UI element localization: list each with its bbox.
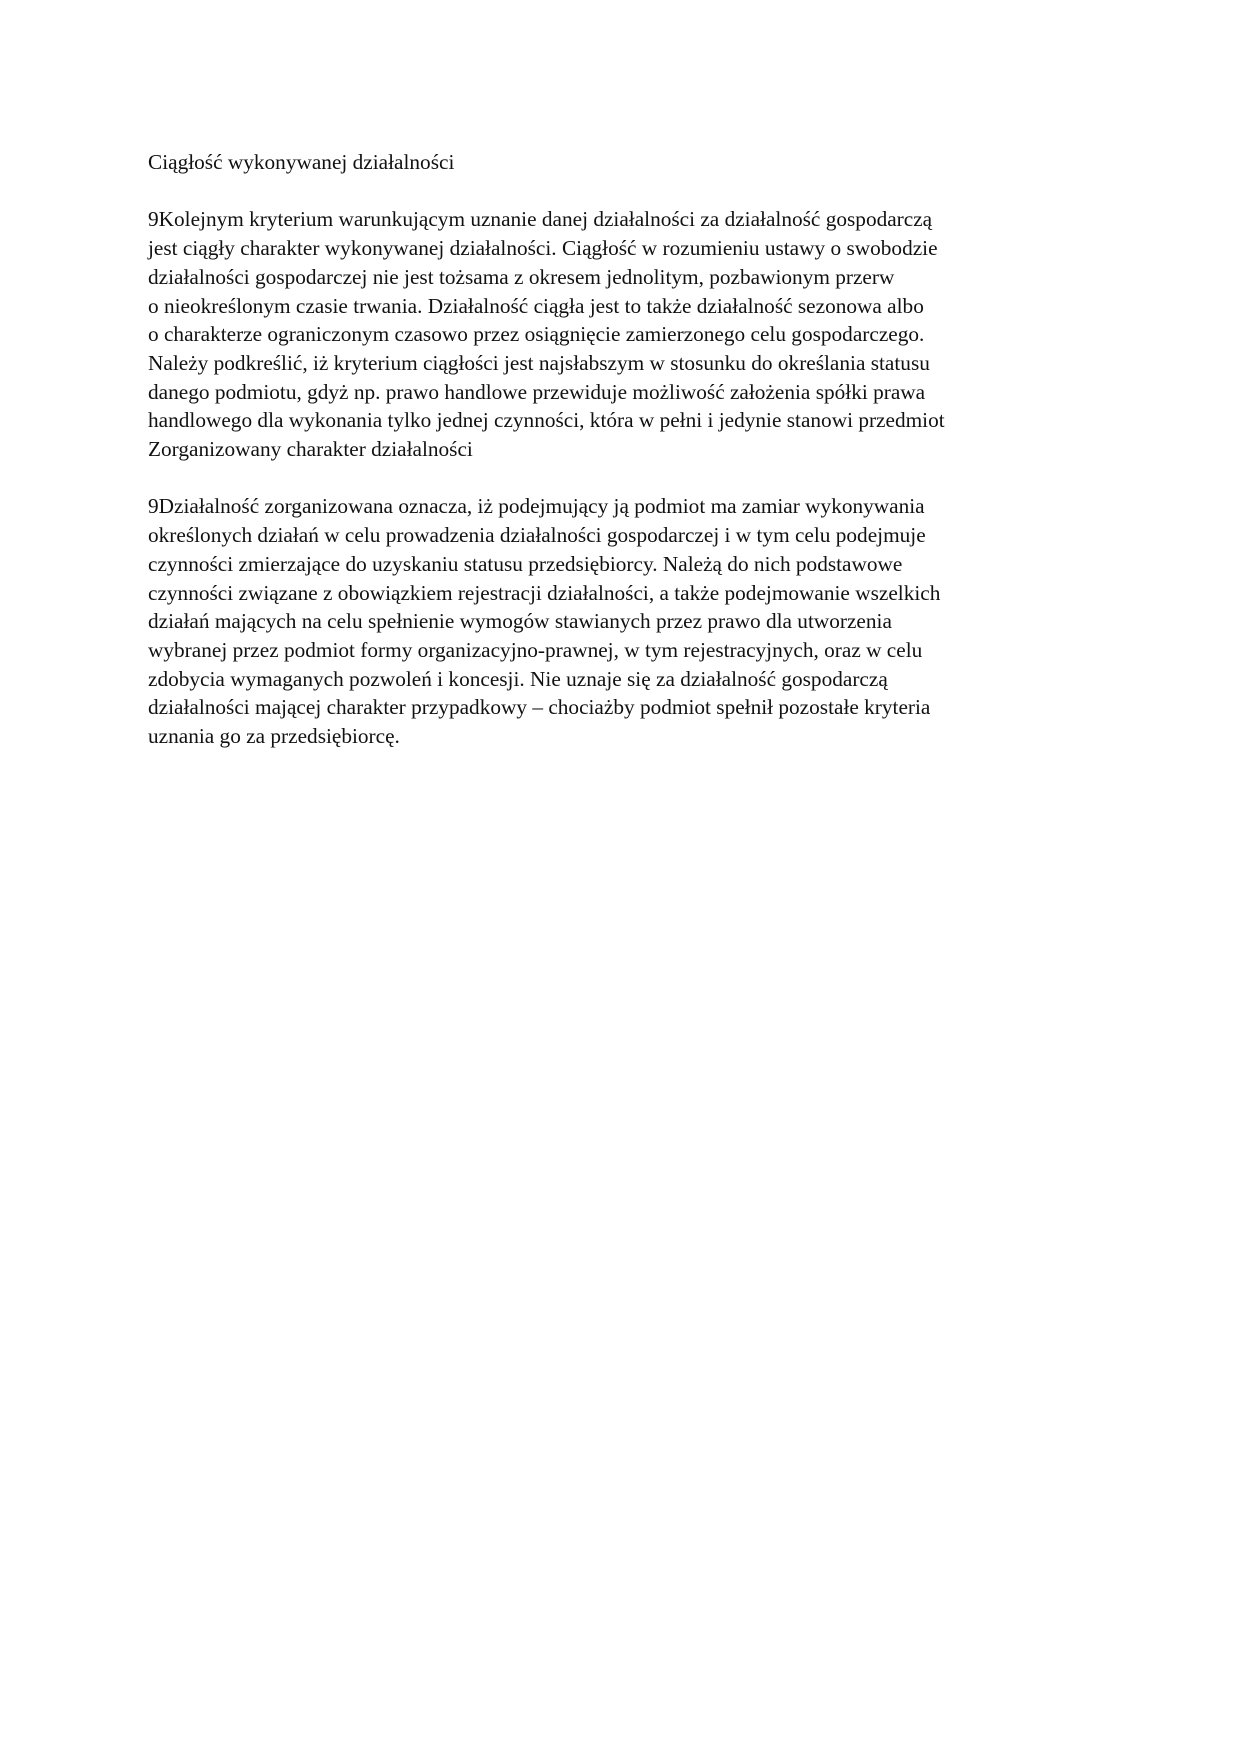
text-line: Zorganizowany charakter działalności (148, 437, 473, 462)
text-line: 9Działalność zorganizowana oznacza, iż podejmujący ją podmiot ma zamiar wykonywania (148, 494, 925, 519)
document-content (148, 148, 1088, 751)
text-line: o nieokreślonym czasie trwania. Działalność ciągła jest to także działalność sezonowa albo (148, 293, 924, 318)
text-line: danego podmiotu, gdyż np. prawo handlowe przewiduje możliwość założenia spółki prawa (148, 379, 926, 404)
text-line: Należy podkreślić, iż kryterium ciągłości jest najsłabszym w stosunku do określania statusu (148, 350, 930, 375)
paragraph-continuity (148, 205, 1088, 463)
text-line: określonych działań w celu prowadzenia działalności gospodarczej i w tym celu podejmuje (148, 523, 926, 548)
text-line: działań mających na celu spełnienie wymogów stawianych przez prawo dla utworzenia (148, 609, 892, 634)
text-line: uznania go za przedsiębiorcę. (148, 724, 400, 749)
text-line: handlowego dla wykonania tylko jednej czynności, która w pełni i jedynie stanowi przedmiot (148, 408, 945, 433)
paragraph-organized (148, 492, 1088, 750)
text-line: czynności zmierzające do uzyskaniu statusu przedsiębiorcy. Należą do nich podstawowe (148, 551, 903, 576)
text-line: czynności związane z obowiązkiem rejestracji działalności, a także podejmowanie wszelkich (148, 580, 941, 605)
text-line: 9Kolejnym kryterium warunkującym uznanie danej działalności za działalność gospodarczą (148, 207, 933, 232)
text-line: działalności gospodarczej nie jest tożsama z okresem jednolitym, pozbawionym przerw (148, 264, 895, 289)
text-line: jest ciągły charakter wykonywanej działalności. Ciągłość w rozumieniu ustawy o swobodzie (148, 236, 938, 261)
text-line: wybranej przez podmiot formy organizacyjno-prawnej, w tym rejestracyjnych, oraz w celu (148, 637, 923, 662)
section-heading: Ciągłość wykonywanej działalności (148, 150, 455, 174)
text-line: o charakterze ograniczonym czasowo przez osiągnięcie zamierzonego celu gospodarczego. (148, 322, 925, 347)
text-line: działalności mającej charakter przypadkowy – chociażby podmiot spełnił pozostałe kryteria (148, 695, 931, 720)
text-line: zdobycia wymaganych pozwoleń i koncesji. Nie uznaje się za działalność gospodarczą (148, 666, 888, 691)
